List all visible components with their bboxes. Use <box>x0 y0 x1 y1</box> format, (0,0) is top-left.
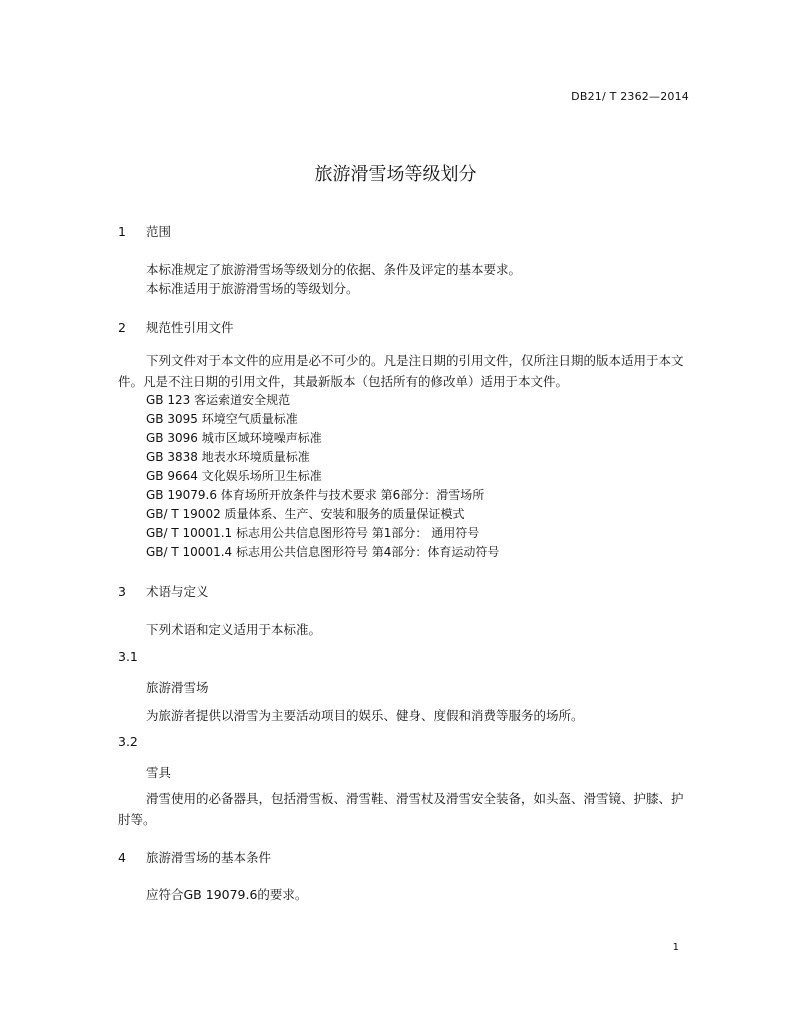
paragraph <box>118 350 690 392</box>
paragraph-text: 滑雪使用的必备器具，包括滑雪板、滑雪鞋、滑雪杖及滑雪安全装备，如头盔、滑雪镜、护膝、护肘等。 <box>118 791 684 827</box>
page-title: 旅游滑雪场等级划分 <box>314 164 477 185</box>
section-4-heading <box>118 848 271 866</box>
section-number: 2 <box>118 320 126 335</box>
section-title: 术语与定义 <box>146 584 209 599</box>
reference-item: GB 3838 地表水环境质量标准 <box>146 450 310 464</box>
reference-item: GB 3095 环境空气质量标准 <box>146 412 298 426</box>
page-number: 1 <box>672 942 679 953</box>
term-definition <box>118 788 690 830</box>
reference-item: GB/ T 10001.4 标志用公共信息图形符号 第4部分：体育运动符号 <box>146 545 500 559</box>
term-name: 旅游滑雪场 <box>146 680 209 695</box>
section-2-heading <box>118 318 234 336</box>
section-1-heading <box>118 222 171 240</box>
reference-item: GB 123 客运索道安全规范 <box>146 393 291 407</box>
section-number: 3 <box>118 584 126 599</box>
reference-item: GB/ T 10001.1 标志用公共信息图形符号 第1部分： 通用符号 <box>146 526 480 540</box>
section-title: 旅游滑雪场的基本条件 <box>146 850 272 865</box>
term-name: 雪具 <box>146 765 172 780</box>
section-number: 1 <box>118 224 126 239</box>
term-number: 3.1 <box>118 649 138 664</box>
section-number: 4 <box>118 850 126 865</box>
paragraph: 下列术语和定义适用于本标准。 <box>146 622 322 637</box>
paragraph: 应符合GB 19079.6的要求。 <box>146 887 308 902</box>
paragraph: 本标准规定了旅游滑雪场等级划分的依据、条件及评定的基本要求。 <box>146 262 522 277</box>
reference-item: GB 19079.6 体育场所开放条件与技术要求 第6部分：滑雪场所 <box>146 488 485 502</box>
reference-item: GB 3096 城市区域环境噪声标准 <box>146 431 322 445</box>
document-code: DB21/ T 2362—2014 <box>571 90 689 103</box>
reference-item: GB 9664 文化娱乐场所卫生标准 <box>146 469 322 483</box>
paragraph-text: 下列文件对于本文件的应用是必不可少的。凡是注日期的引用文件，仅所注日期的版本适用于本文件。凡是不注日期的引用文件，其最新版本（包括所有的修改单）适用于本文件。 <box>118 353 684 389</box>
section-title: 规范性引用文件 <box>146 320 234 335</box>
term-definition: 为旅游者提供以滑雪为主要活动项目的娱乐、健身、度假和消费等服务的场所。 <box>146 708 584 723</box>
term-number: 3.2 <box>118 734 138 749</box>
section-3-heading <box>118 582 209 600</box>
reference-item: GB/ T 19002 质量体系、生产、安装和服务的质量保证模式 <box>146 507 465 521</box>
paragraph: 本标准适用于旅游滑雪场的等级划分。 <box>146 281 359 296</box>
section-title: 范围 <box>146 224 172 239</box>
